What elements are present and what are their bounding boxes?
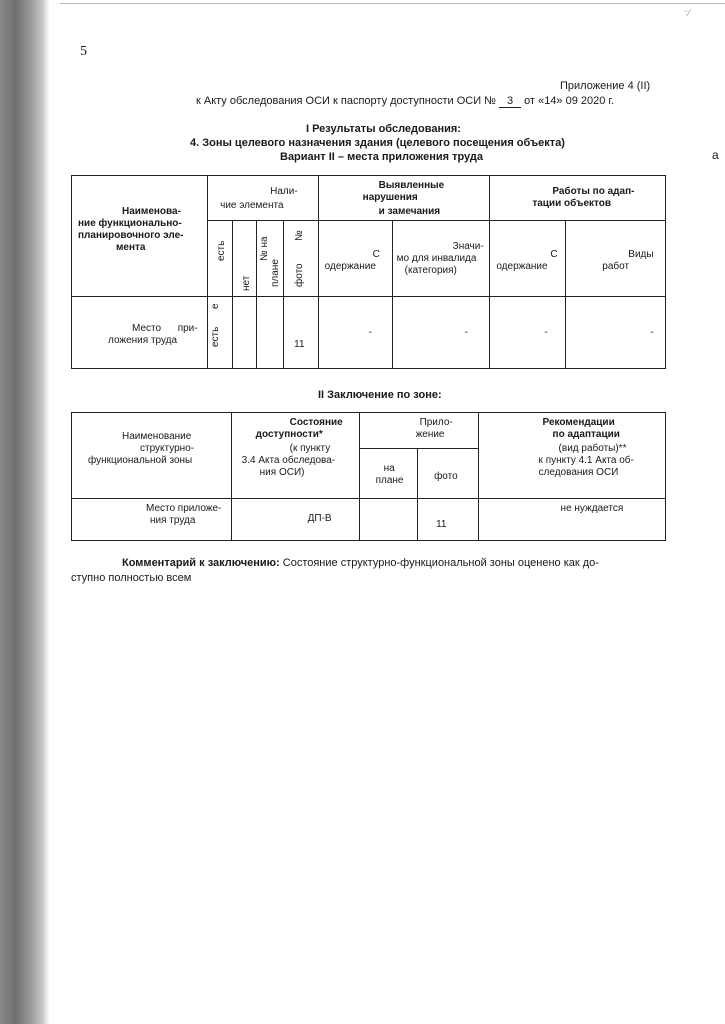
th-element-presence: Нали- чие элемента bbox=[208, 176, 319, 221]
th-on-plan: на плане bbox=[359, 449, 418, 499]
th-photo: фото bbox=[418, 449, 478, 499]
comment-text: Состояние структурно-функциональной зоны оценено как до- bbox=[279, 557, 599, 569]
page-number: 5 bbox=[80, 44, 87, 59]
td-content-works: - bbox=[490, 297, 566, 369]
section1-title: I Результаты обследования: bbox=[306, 123, 461, 135]
th-content-violations: С одержание bbox=[318, 221, 392, 297]
act-prefix: к Акту обследования ОСИ к паспорту доступности ОСИ № bbox=[196, 95, 496, 107]
corner-mark: ⁻∕ bbox=[683, 8, 690, 19]
td-photo: 11 bbox=[284, 297, 319, 369]
results-table bbox=[71, 175, 666, 369]
section2-title: II Заключение по зоне: bbox=[318, 389, 442, 401]
th-zone-name: Наименование структурно- функциональной зоны bbox=[72, 413, 232, 499]
th-net: нет bbox=[232, 221, 257, 297]
td-element-name: Место при- ложения труда bbox=[72, 297, 208, 369]
td-plan bbox=[257, 297, 284, 369]
scan-shadow-edge bbox=[44, 0, 50, 1024]
act-date: от «14» 09 2020 г. bbox=[524, 95, 615, 107]
conclusion-comment bbox=[122, 557, 599, 569]
scan-shadow-strip bbox=[0, 0, 44, 1024]
th-photo-number: № фото bbox=[284, 221, 319, 297]
td-significance: - bbox=[392, 297, 490, 369]
th-content-works: С одержание bbox=[490, 221, 566, 297]
td-zone-name: Место приложе- ния труда bbox=[72, 499, 232, 541]
conclusion-table bbox=[71, 412, 666, 541]
act-number: 3 bbox=[499, 95, 521, 108]
th-work-kinds: Виды работ bbox=[566, 221, 666, 297]
comment-text-continued: ступно полностью всем bbox=[71, 572, 192, 584]
appendix-label: Приложение 4 (II) bbox=[560, 80, 651, 92]
section1-variant: Вариант II – места приложения труда bbox=[280, 151, 483, 163]
th-significance: Значи- мо для инвалида (категория) bbox=[392, 221, 490, 297]
side-mark: а bbox=[712, 148, 719, 162]
td-on-plan bbox=[359, 499, 418, 541]
table-row bbox=[72, 297, 666, 369]
th-element-name: Наименова- ние функционально- планировочного эле- мента bbox=[72, 176, 208, 297]
th-accessibility-state: Состояние доступности* (к пункту 3.4 Акта обследова- ния ОСИ) bbox=[231, 413, 359, 499]
th-est: есть bbox=[208, 221, 233, 297]
td-content-violations: - bbox=[318, 297, 392, 369]
th-adaptation-works: Работы по адап- тации объектов bbox=[490, 176, 666, 221]
th-violations: Выявленные нарушения и замечания bbox=[318, 176, 490, 221]
th-plan-number: № на плане bbox=[257, 221, 284, 297]
scan-top-edge bbox=[60, 3, 725, 4]
td-work-kinds: - bbox=[566, 297, 666, 369]
table-row bbox=[72, 499, 666, 541]
td-photo: 11 bbox=[418, 499, 478, 541]
th-appendix: Прило- жение bbox=[359, 413, 478, 449]
section1-subtitle: 4. Зоны целевого назначения здания (целевого посещения объекта) bbox=[190, 137, 565, 149]
act-reference bbox=[196, 95, 614, 108]
td-recommendation: не нуждается bbox=[478, 499, 665, 541]
td-est: е есть bbox=[208, 297, 233, 369]
th-recommendations: Рекомендации по адаптации (вид работы)** к пункту 4.1 Акта об- следования ОСИ bbox=[478, 413, 665, 499]
comment-label: Комментарий к заключению: bbox=[122, 557, 280, 569]
td-accessibility-state: ДП-В bbox=[231, 499, 359, 541]
td-net bbox=[232, 297, 257, 369]
